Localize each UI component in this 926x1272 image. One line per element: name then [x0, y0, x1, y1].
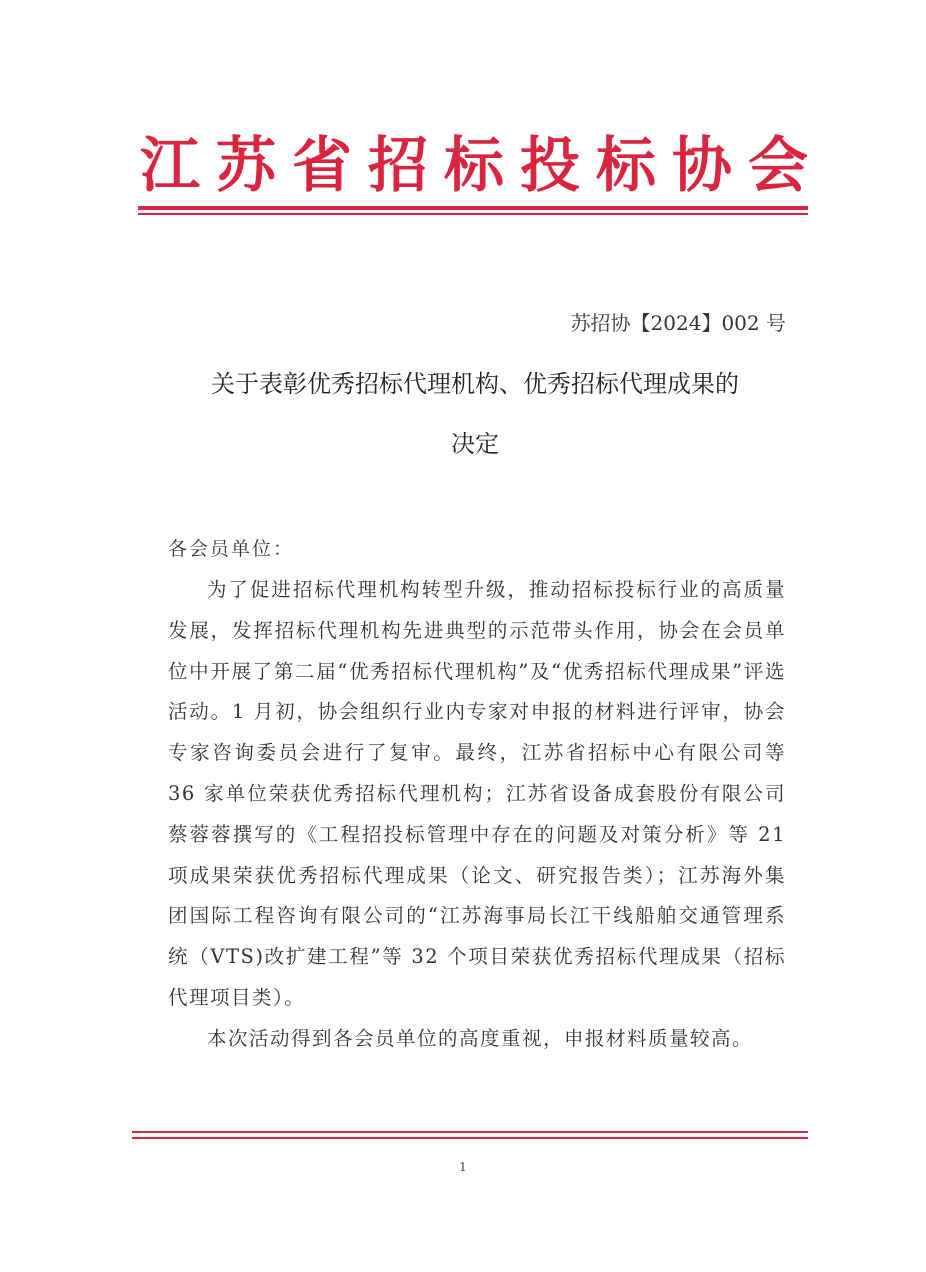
salutation: 各会员单位： [168, 538, 295, 560]
body-paragraph-1: 为了促进招标代理机构转型升级，推动招标投标行业的高质量发展，发挥招标代理机构先进典型的示范带头作用，协会在会员单位中开展了第二届“优秀招标代理机构”及“优秀招标代理成果”评选活动。1 月初，协会组织行业内专家对申报的材料进行评审，协会专家咨询委员会进行了复审。最终，江苏省招标中心有限公司等 36 家单位荣获优秀招标代理机构；江苏省设备成套股份有限公司蔡蓉蓉撰写的《工程招投标管理中存在的问题及对策分析》等 21 项成果荣获优秀招标代理成果（论文、研究报告类）；江苏海外集团国际工程咨询有限公司的“江苏海事局长江干线船舶交通管理系统（VTS)改扩建工程”等 32 个项目荣获优秀招标代理成果（招标代理项目类）。 [168, 578, 786, 1009]
document-body [168, 570, 786, 1060]
footer-rule-top [132, 1131, 808, 1133]
page-number: 1 [459, 1160, 467, 1174]
document-title-line2: 决定 [451, 430, 499, 458]
masthead-rule-thin [138, 213, 808, 215]
masthead-rule-thick [138, 206, 808, 210]
document-title-line1: 关于表彰优秀招标代理机构、优秀招标代理成果的 [211, 370, 739, 398]
document-number: 苏招协【2024】002 号 [570, 311, 786, 335]
masthead-org-name: 江苏省招标投标协会 [140, 131, 810, 201]
footer-rule-bottom [132, 1137, 808, 1139]
body-paragraph-2: 本次活动得到各会员单位的高度重视，申报材料质量较高。 [207, 1026, 754, 1050]
